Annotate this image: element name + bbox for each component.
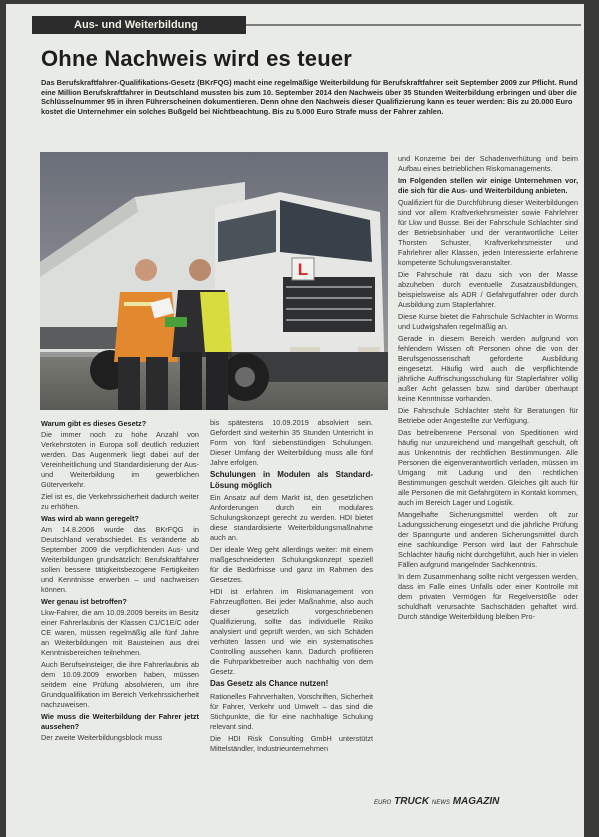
paragraph: Mangelhafte Sicherungsmittel werden oft zur Ladungssicherung eingesetzt und die jährliche Prüfung der Spanngurte und anderen Sicherungsmittel durch eine sachkundige Person wird laut der Fahrschule Schlachter häufig nicht durchgeführt, auch hier in vielen Fällen aufgrund mangelnder Sachkenntnis. (398, 510, 578, 569)
paragraph: und Konzerne bei der Schadenverhütung und beim Aufbau eines betrieblichen Riskomanagements. (398, 154, 578, 173)
paragraph: Am 14.8.2006 wurde das BKrFQG in Deutschland verabschiedet. Es veränderte ab September 2009 die verpflichtenden Aus- und Weiterbildungen grundsätzlich: Berufskraftfahrer sollen bessere tätigkeitsbezogene Fertigkeiten und Kenntnisse erwerben – und nachweisen können. (41, 525, 199, 594)
paragraph: Qualifiziert für die Durchführung dieser Weiterbildungen sind vor allem Kraftverkehrsmeister sowie Fahrlehrer für Lkw und Busse. Bei der Fahrschule Schlachter sind der Betriebsinhaber und der verantwortliche Leiter Thorsten Schuster, Kraftverkehrsmeister und Fahrlehrer aller Klassen, jeden Interessierte erfahrene kompetente Schulungsveranstalter. (398, 198, 578, 267)
paragraph: Diese Kurse bietet die Fahrschule Schlachter in Worms und Ludwigshafen regelmäßig an. (398, 312, 578, 331)
paragraph: Auch Berufseinsteiger, die ihre Fahrerlaubnis ab dem 10.09.2009 erworben haben, müssen seitdem eine Prüfung absolvieren, um ihre Grundqualifikation im Bereich Verkehrssicherheit nachzuweisen. (41, 660, 199, 709)
paragraph: Ein Ansatz auf dem Markt ist, den gesetzlichen Anforderungen durch ein modulares Schulungskonzept gerecht zu werden. HDI bietet diese standardisierte Weiterbildungsmaßnahme auch an. (210, 493, 373, 542)
subheading: Schulungen in Modulen als Standard-Lösung möglich (210, 470, 373, 490)
paragraph: Die Fahrschule Schlachter steht für Beratungen für Betriebe oder Angestellte zur Verfügung. (398, 406, 578, 425)
paragraph: Der zweite Weiterbildungsblock muss (41, 733, 163, 742)
magazine-page (6, 4, 584, 837)
l-plate-text: L (297, 260, 309, 279)
footer-magazin: MAGAZIN (452, 796, 500, 807)
footer-news: NEWS (431, 800, 450, 806)
section-label: Aus- und Weiterbildung (32, 16, 246, 34)
column-1 (41, 418, 199, 745)
paragraph-lead: Im Folgenden stellen wir einige Unternehmen vor, die sich für die Aus- und Weiterbildung anbieten. (398, 176, 578, 195)
paragraph: bis spätestens 10.09.2019 absolviert sein. Gefordert sind weiterhin 35 Stunden Unterricht in Form von fünf siebenstündigen Schulungen. Dieser Umfang der Weiterbildung muss alle fünf Jahre erfolgen. (210, 418, 373, 467)
paragraph: Ziel ist es, die Verkehrssicherheit dadurch weiter zu erhöhen. (41, 492, 199, 511)
subheading: Wer genau ist betroffen? (41, 597, 127, 606)
article-title: Ohne Nachweis wird es teuer (41, 46, 353, 71)
footer-truck: TRUCK (394, 796, 430, 807)
paragraph: Die HDI Risk Consulting GmbH unterstützt Mittelständler, Industrieunternehmen (210, 733, 373, 753)
header-rule (246, 24, 581, 26)
paragraph: Lkw-Fahrer, die am 10.09.2009 bereits im Besitz einer Fahrerlaubnis der Klassen C1/C1E/C oder CE waren, müssen regelmäßig alle fünf Jahre an Weiterbildungen mit Bausteinen aus drei Kenntnisbereichen teilnehmen. (41, 608, 199, 657)
article-photo (40, 152, 388, 410)
subheading: Was wird ab wann geregelt? (41, 514, 139, 523)
paragraph: Die Fahrschule rät dazu sich von der Masse abzuheben durch eventuelle Zusatzausbildungen, beispielsweise als ADR / Gefahrgutfahrer oder durch Ausbildung zum Staplerfahrer. (398, 270, 578, 309)
paragraph: Gerade in diesem Bereich werden aufgrund von fehlendem Wissen oft Personen ohne die von der Berufsgenossenschaft geforderte Ausbildung eingesetzt. Häufig wird auch die verpflichtende jährliche Auffrischungsschulung für Staplerfahrer völlig außer Acht gelassen bzw. sind darüber überhaupt keine Kenntnisse vorhanden. (398, 334, 578, 403)
paragraph: Der ideale Weg geht allerdings weiter: mit einem maßgeschneiderten Schulungskonzept speziell für die Bedürfnisse und ganz im Rahmen des Gesetzes. (210, 545, 373, 584)
article-intro: Das Berufskraftfahrer-Qualifikations-Gesetz (BKrFQG) macht eine regelmäßige Weiterbildung für Berufskraftfahrer seit September 2009 zur Pflicht. Rund eine Million Berufskraftfahrer in Deutschland mussten bis zum 10. September 2014 den Nachweis über 35 Stunden Weiterbildung erbringen und über die Schlüsselnummer 95 in ihren Führerscheinen dokumentieren. Denn ohne den Nachweis dieser Qualifizierung kann es teuer werden: Bis zu 20.000 Euro kostet die Unternehmer ein solches Bußgeld bei Nichtbeachtung. Bis zu 5.000 Euro Strafe muss der Fahrer zahlen. (41, 78, 578, 116)
subheading: Warum gibt es dieses Gesetz? (41, 419, 147, 428)
paragraph: Das betreibenrene Personal von Speditionen wird häufig nur unzureichend und mangelhaft geschult, oft aus Unkenntnis der rechtlichen Bestimmungen. Alle Personen die eigenverantwortlich verladen, müssen im Umgang mit Ladung und den rechtlichen Bestimmungen geschult werden. Gleiches gilt auch für alle Personen die mit Gefahrgütern in Kontakt kommen, auch im Bereich Lager und Logistik. (398, 428, 578, 507)
subheading: Das Gesetz als Chance nutzen! (210, 679, 329, 688)
subheading: Wie muss die Weiterbildung der Fahrer jetzt aussehen? (41, 712, 199, 731)
paragraph: Rationelles Fahrverhalten, Vorschriften, Sicherheit für Fahrer, Verkehr und Umwelt – das sind die Stichpunkte, die für eine nachhaltige Schulung relevant sind. (210, 691, 373, 731)
magazine-footer (374, 796, 499, 807)
footer-euro: EURO (374, 800, 392, 806)
column-3 (398, 154, 578, 624)
paragraph: HDI ist erfahren im Riskmanagement von Fahrzeugflotten. Bei jeder Maßnahme, also auch dieser gesetzlich vorgeschriebenen Qualifizierung, sollte das individuelle Risiko analysiert und geprüft werden, wo sich Schäden verhüten lassen und wie ein systematisches Controlling aussehen kann. Dadurch profitieren die Fuhrparkbetreiber auch nachhaltig von dem Gesetz. (210, 587, 373, 676)
paragraph: In dem Zusammenhang sollte nicht vergessen werden, dass im Falle eines Unfalls oder einer Kontrolle mit dem privaten Vermögen für Regelverstöße oder schuldhaft verursachte Sachschäden gehaftet wird. Durch ständige Weiterbildung bleiben Pro- (398, 572, 578, 621)
paragraph: Die immer noch zu hohe Anzahl von Verkehrstoten in Europa soll deutlich reduziert werden. Das Augenmerk liegt dabei auf der Vereinheitlichung und Standardisierung der Aus- und Weiterbildung im gewerblichen Güterverkehr. (41, 430, 199, 489)
column-2 (210, 418, 373, 756)
